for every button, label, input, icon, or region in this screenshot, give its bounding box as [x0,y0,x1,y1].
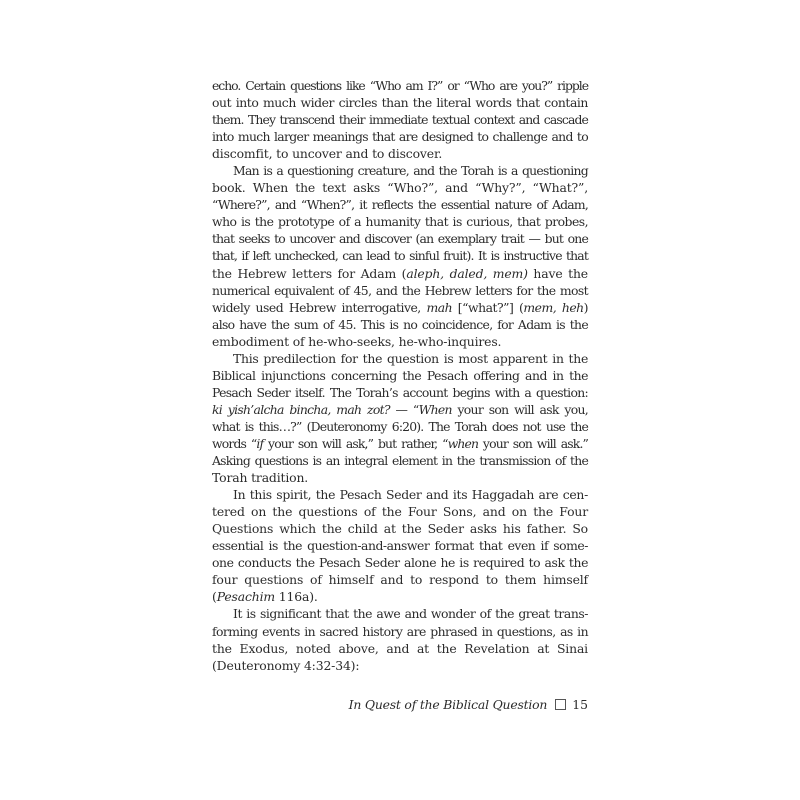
square-separator-icon [555,699,566,710]
text-line: the Exodus, noted above, and at the Revelation at Sinai [212,640,588,656]
text-line: echo. Certain questions like “Who am I?” or “Who are you?” ripple [212,78,588,93]
text-line: (Deuteronomy 4:32-34): [212,657,360,673]
text-line: them. They transcend their immediate textual context and cascade [212,112,588,128]
text-line: four questions of himself and to respond to them himself [212,572,588,588]
text-line: the Hebrew letters for Adam (aleph, daled, mem) have the [212,265,588,281]
text-line: embodiment of he-who-seeks, he-who-inquires. [212,333,502,349]
text-line: out into much wider circles than the literal words that contain [212,95,588,111]
text-line: numerical equivalent of 45, and the Hebrew letters for the most [212,282,588,298]
running-title: In Quest of the Biblical Question [348,697,548,712]
book-page-text [212,77,588,674]
text-line: forming events in sacred history are phrased in questions, as in [212,623,588,639]
text-line: ki yish’alcha bincha, mah zot? — “When your son will ask you, [212,401,588,417]
text-line: Asking questions is an integral element in the transmission of the [212,453,588,469]
text-line: This predilection for the question is most apparent in the [233,350,588,366]
text-line: widely used Hebrew interrogative, mah [“what?”] (mem, heh) [212,299,589,315]
text-line: into much larger meanings that are designed to challenge and to [212,129,588,145]
text-line: Torah tradition. [212,470,309,486]
text-line: “Where?”, and “When?”, it reflects the essential nature of Adam, [212,197,588,213]
text-line: essential is the question-and-answer format that even if some- [212,538,588,554]
text-line: that seeks to uncover and discover (an exemplary trait — but one [212,231,588,247]
page-footer [212,697,588,712]
text-line: It is significant that the awe and wonder of the great trans- [233,606,588,622]
text-line: also have the sum of 45. This is no coincidence, for Adam is the [212,316,588,332]
text-line: Biblical injunctions concerning the Pesach offering and in the [212,367,588,383]
text-line: (Pesachim 116a). [212,589,318,605]
text-line: who is the prototype of a humanity that is curious, that probes, [212,214,588,230]
text-line: words “if your son will ask,” but rather, “when your son will ask.” [212,435,589,451]
text-line: what is this…?” (Deuteronomy 6:20). The Torah does not use the [212,418,588,434]
text-line: book. When the text asks “Who?”, and “Why?”, “What?”, [212,180,588,196]
text-line: one conducts the Pesach Seder alone he is required to ask the [212,555,588,571]
text-line: Man is a questioning creature, and the Torah is a questioning [233,163,588,179]
text-line: discomfit, to uncover and to discover. [212,146,443,162]
text-line: Questions which the child at the Seder asks his father. So [212,521,588,537]
text-line: that, if left unchecked, can lead to sinful fruit). It is instructive that [212,248,588,264]
page-number: 15 [572,697,588,712]
text-line: In this spirit, the Pesach Seder and its Haggadah are cen- [233,487,588,503]
text-line: tered on the questions of the Four Sons, and on the Four [212,504,588,520]
text-line: Pesach Seder itself. The Torah’s account begins with a question: [212,384,588,400]
